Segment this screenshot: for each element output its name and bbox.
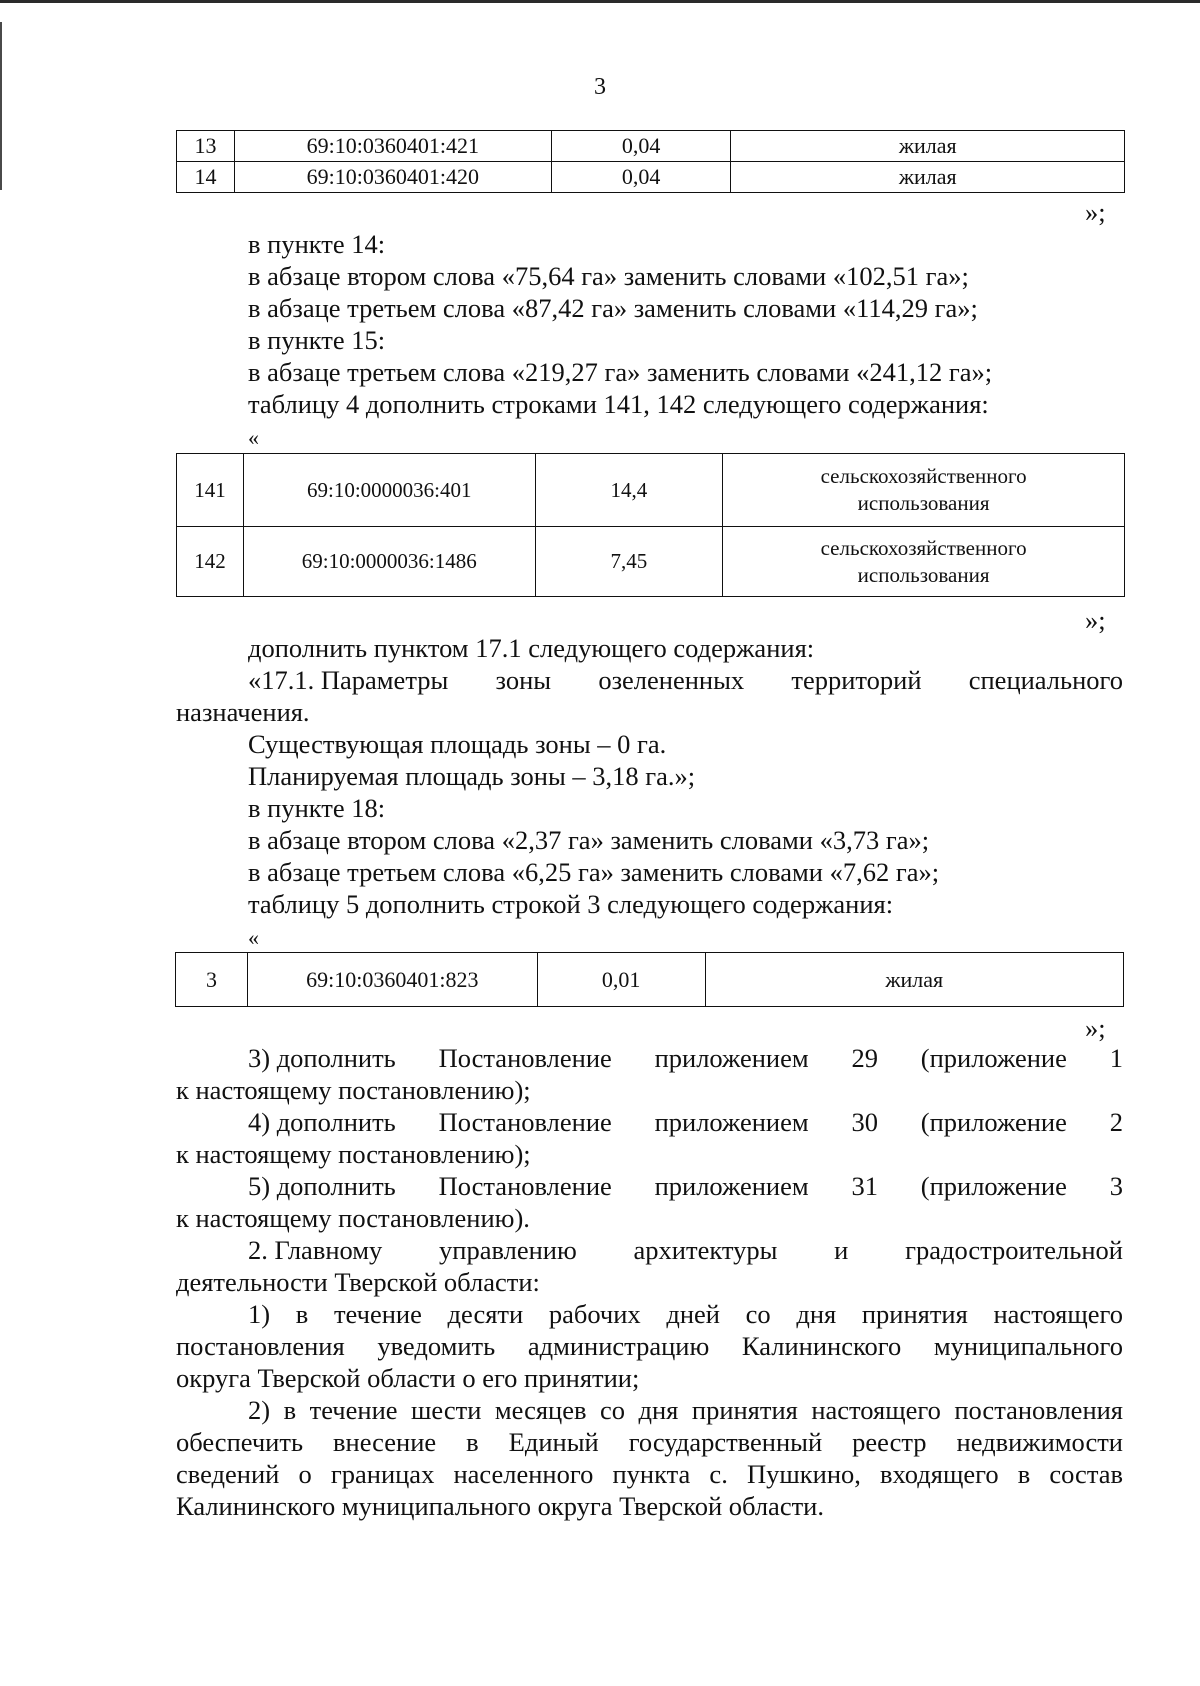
- table-cell: 0,04: [551, 131, 731, 162]
- table-cell: 14: [177, 162, 235, 193]
- word: 2. Главному: [248, 1235, 383, 1265]
- table-cell: 69:10:0000036:401: [243, 454, 535, 527]
- table-row: [177, 131, 1125, 162]
- text-line: постановления уведомить администрацию Калининского муниципального: [176, 1331, 1123, 1361]
- text-line: в абзаце третьем слова «6,25 га» заменить словами «7,62 га»;: [248, 857, 940, 887]
- text-line: назначения.: [176, 697, 310, 727]
- word: 3) дополнить: [248, 1043, 396, 1073]
- table-c: [175, 952, 1124, 1007]
- word: озелененных: [598, 665, 745, 695]
- table-cell: 141: [177, 454, 244, 527]
- word: приложением: [654, 1107, 809, 1137]
- table-b: [176, 453, 1125, 597]
- word: Постановление: [438, 1043, 612, 1073]
- table-cell: 69:10:0360401:421: [234, 131, 551, 162]
- closing-quote: »;: [1085, 197, 1106, 227]
- text-line: в абзаце втором слова «75,64 га» заменить словами «102,51 га»;: [248, 261, 969, 291]
- word: 1: [1109, 1043, 1123, 1073]
- word: зоны: [495, 665, 552, 695]
- opening-quote: «: [248, 925, 259, 950]
- word: (приложение: [920, 1043, 1067, 1073]
- word: архитектуры: [633, 1235, 778, 1265]
- word: (приложение: [920, 1171, 1067, 1201]
- text-line-justified: [248, 1170, 1123, 1202]
- text-line-justified: [248, 1042, 1123, 1074]
- text-line: Планируемая площадь зоны – 3,18 га.»;: [248, 761, 696, 791]
- word: 4) дополнить: [248, 1107, 396, 1137]
- text-line: в абзаце третьем слова «87,42 га» заменить словами «114,29 га»;: [248, 293, 978, 323]
- text-line-justified: [248, 1106, 1123, 1138]
- table-row: [176, 953, 1124, 1007]
- word: специального: [968, 665, 1123, 695]
- word: приложением: [654, 1171, 809, 1201]
- word: (приложение: [920, 1107, 1067, 1137]
- word: 31: [851, 1171, 878, 1201]
- table-cell: жилая: [731, 162, 1125, 193]
- text-line: 2) в течение шести месяцев со дня принятия настоящего постановления: [248, 1395, 1123, 1425]
- text-line: в пункте 14:: [248, 229, 386, 259]
- closing-quote: »;: [1085, 605, 1106, 635]
- text-line: в пункте 18:: [248, 793, 386, 823]
- text-line-justified: [248, 664, 1123, 696]
- table-cell: 69:10:0000036:1486: [243, 527, 535, 597]
- text-line: в пункте 15:: [248, 325, 386, 355]
- table-cell: 69:10:0360401:420: [234, 162, 551, 193]
- table-cell: 69:10:0360401:823: [247, 953, 537, 1007]
- text-line: обеспечить внесение в Единый государственный реестр недвижимости: [176, 1427, 1123, 1457]
- table-cell: 0,01: [537, 953, 705, 1007]
- scan-top-edge: [0, 0, 1200, 3]
- word: приложением: [654, 1043, 809, 1073]
- text-line: таблицу 5 дополнить строкой 3 следующего содержания:: [248, 889, 894, 919]
- opening-quote: «: [248, 425, 259, 450]
- text-line: к настоящему постановлению).: [176, 1203, 530, 1233]
- table-cell: 142: [177, 527, 244, 597]
- table-cell: 13: [177, 131, 235, 162]
- text-line: Калининского муниципального округа Тверской области.: [176, 1491, 824, 1521]
- text-line: деятельности Тверской области:: [176, 1267, 540, 1297]
- table-row: [177, 454, 1125, 527]
- text-line: в абзаце третьем слова «219,27 га» заменить словами «241,12 га»;: [248, 357, 993, 387]
- word: «17.1. Параметры: [248, 665, 449, 695]
- table-cell: жилая: [705, 953, 1123, 1007]
- word: 3: [1109, 1171, 1123, 1201]
- table-cell: сельскохозяйственного использования: [723, 527, 1125, 597]
- text-line: в абзаце втором слова «2,37 га» заменить словами «3,73 га»;: [248, 825, 930, 855]
- word: территорий: [791, 665, 922, 695]
- text-line: Существующая площадь зоны – 0 га.: [248, 729, 667, 759]
- scan-left-edge: [0, 22, 2, 190]
- page-number: 3: [594, 74, 606, 100]
- text-line-justified: [248, 1234, 1123, 1266]
- word: Постановление: [438, 1171, 612, 1201]
- table-cell: жилая: [731, 131, 1125, 162]
- word: управлению: [439, 1235, 577, 1265]
- word: Постановление: [438, 1107, 612, 1137]
- text-line: к настоящему постановлению);: [176, 1075, 531, 1105]
- table-cell: 7,45: [535, 527, 723, 597]
- text-line: таблицу 4 дополнить строками 141, 142 следующего содержания:: [248, 389, 989, 419]
- word: 5) дополнить: [248, 1171, 396, 1201]
- word: 2: [1109, 1107, 1123, 1137]
- text-line: округа Тверской области о его принятии;: [176, 1363, 640, 1393]
- table-a: [176, 130, 1125, 193]
- word: 29: [851, 1043, 878, 1073]
- closing-quote: »;: [1085, 1013, 1106, 1043]
- table-row: [177, 162, 1125, 193]
- word: и: [834, 1235, 849, 1265]
- text-line: сведений о границах населенного пункта с. Пушкино, входящего в состав: [176, 1459, 1123, 1489]
- text-line: дополнить пунктом 17.1 следующего содержания:: [248, 633, 815, 663]
- table-cell: 14,4: [535, 454, 723, 527]
- table-cell: 3: [176, 953, 248, 1007]
- word: градостроительной: [905, 1235, 1123, 1265]
- table-row: [177, 527, 1125, 597]
- text-line: к настоящему постановлению);: [176, 1139, 531, 1169]
- table-cell: 0,04: [551, 162, 731, 193]
- word: 30: [851, 1107, 878, 1137]
- text-line: 1) в течение десяти рабочих дней со дня принятия настоящего: [248, 1299, 1123, 1329]
- table-cell: сельскохозяйственного использования: [723, 454, 1125, 527]
